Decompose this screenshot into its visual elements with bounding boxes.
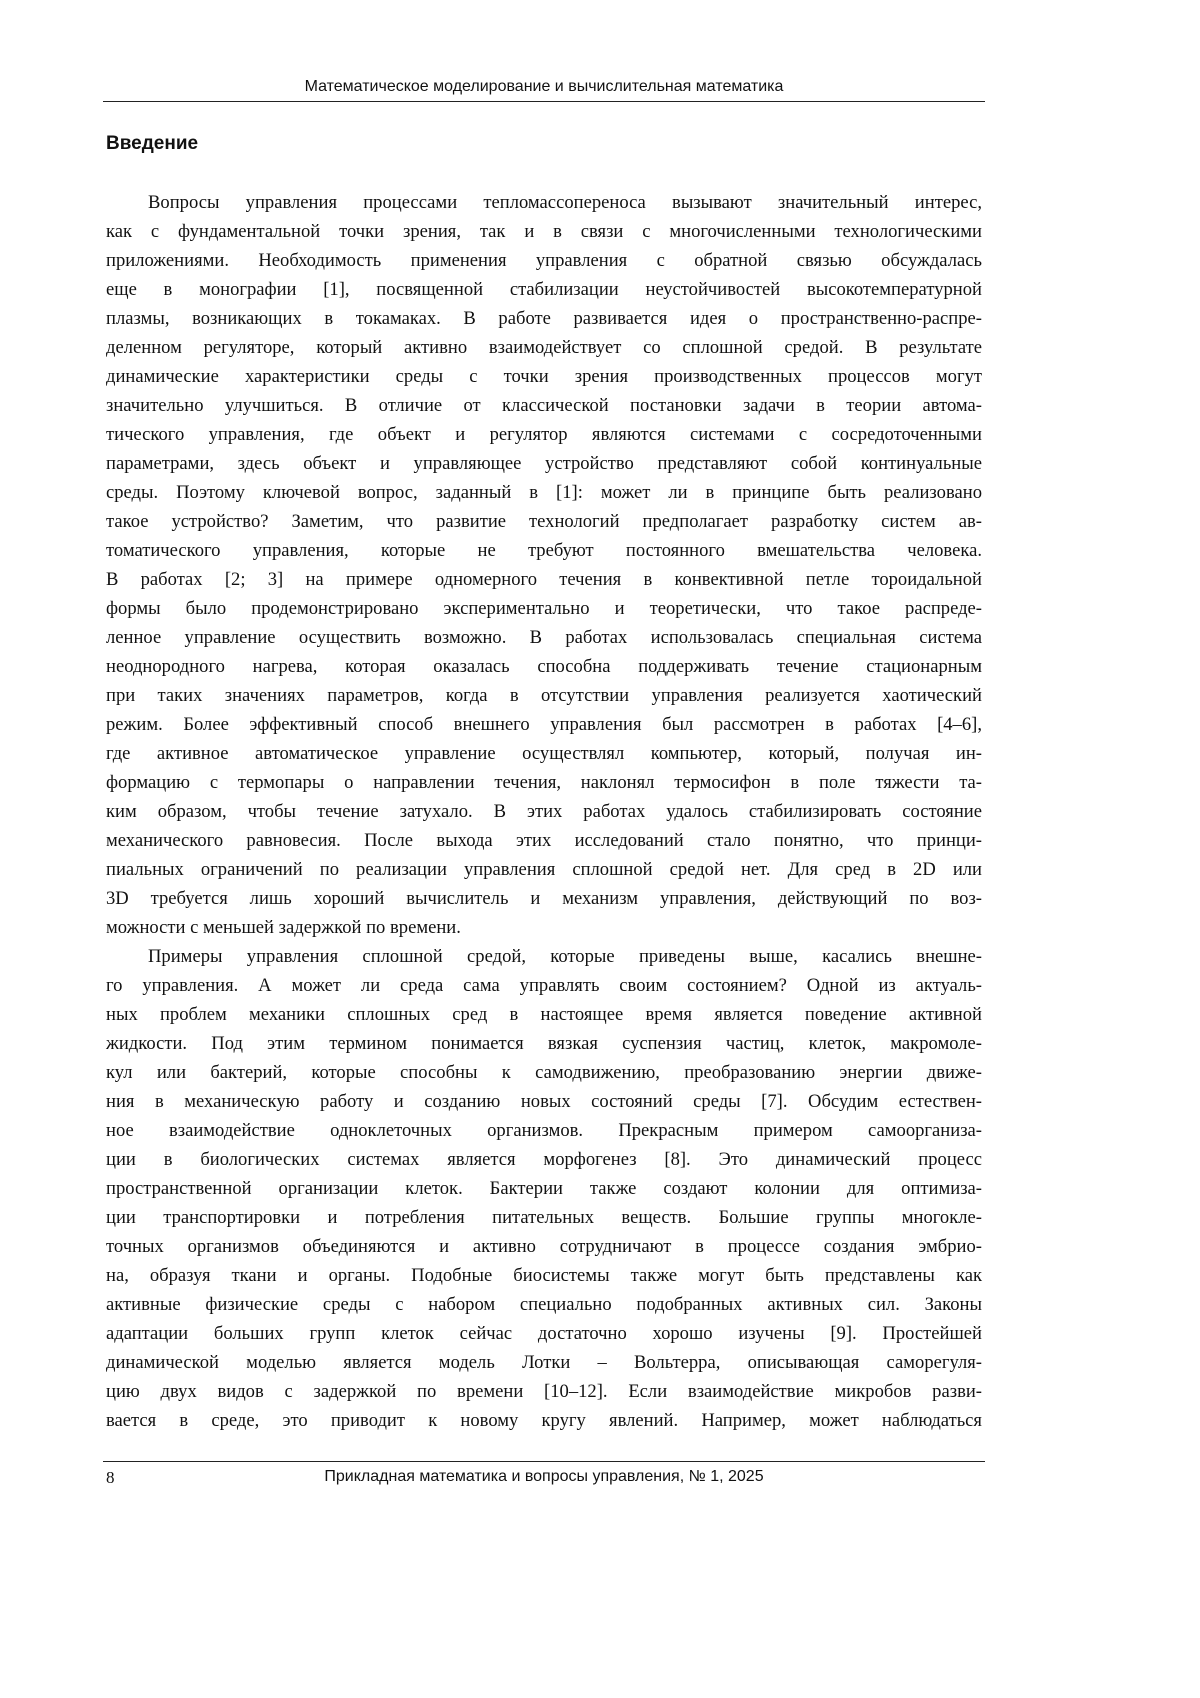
text-line: го управления. А может ли среда сама управлять своим состоянием? Одной из актуаль- xyxy=(106,975,982,996)
text-line: как с фундаментальной точки зрения, так и в связи с многочисленными технологическими xyxy=(106,221,982,242)
text-line: параметрами, здесь объект и управляющее устройство представляют собой континуальные xyxy=(106,453,982,474)
text-line: при таких значениях параметров, когда в отсутствии управления реализуется хаотический xyxy=(106,685,982,706)
text-line: деленном регуляторе, который активно взаимодействует со сплошной средой. В результате xyxy=(106,337,982,358)
text-line: ных проблем механики сплошных сред в настоящее время является поведение активной xyxy=(106,1004,982,1025)
text-line: вается в среде, это приводит к новому кругу явлений. Например, может наблюдаться xyxy=(106,1410,982,1431)
text-line: неоднородного нагрева, которая оказалась способна поддерживать течение стационарным xyxy=(106,656,982,677)
text-line: тического управления, где объект и регулятор являются системами с сосредоточенными xyxy=(106,424,982,445)
header-rule xyxy=(103,101,985,102)
text-line: формы было продемонстрировано экспериментально и теоретически, что такое распреде- xyxy=(106,598,982,619)
text-line: динамической моделью является модель Лотки – Вольтерра, описывающая саморегуля- xyxy=(106,1352,982,1373)
text-line: жидкости. Под этим термином понимается вязкая суспензия частиц, клеток, макромоле- xyxy=(106,1033,982,1054)
body-text xyxy=(106,188,982,1435)
text-line: В работах [2; 3] на примере одномерного течения в конвективной петле тороидальной xyxy=(106,569,982,590)
paragraph xyxy=(106,188,982,942)
text-line: приложениями. Необходимость применения управления с обратной связью обсуждалась xyxy=(106,250,982,271)
text-line: плазмы, возникающих в токамаках. В работе развивается идея о пространственно-распре- xyxy=(106,308,982,329)
footer-rule xyxy=(103,1461,985,1462)
text-line: формацию с термопары о направлении течения, наклонял термосифон в поле тяжести та- xyxy=(106,772,982,793)
text-line: режим. Более эффективный способ внешнего управления был рассмотрен в работах [4–6], xyxy=(106,714,982,735)
text-line: ким образом, чтобы течение затухало. В этих работах удалось стабилизировать состояние xyxy=(106,801,982,822)
text-line: точных организмов объединяются и активно сотрудничают в процессе создания эмбрио- xyxy=(106,1236,982,1257)
running-header: Математическое моделирование и вычислительная математика xyxy=(304,78,784,95)
text-line: значительно улучшиться. В отличие от классической постановки задачи в теории автома- xyxy=(106,395,982,416)
text-line: ное взаимодействие одноклеточных организмов. Прекрасным примером самоорганиза- xyxy=(106,1120,982,1141)
text-line: кул или бактерий, которые способны к самодвижению, преобразованию энергии движе- xyxy=(106,1062,982,1083)
text-line: на, образуя ткани и органы. Подобные биосистемы также могут быть представлены как xyxy=(106,1265,982,1286)
section-title: Введение xyxy=(106,133,199,154)
text-line: пространственной организации клеток. Бактерии также создают колонии для оптимиза- xyxy=(106,1178,982,1199)
text-line: Примеры управления сплошной средой, которые приведены выше, касались внешне- xyxy=(148,946,982,967)
text-line: цию двух видов с задержкой по времени [10–12]. Если взаимодействие микробов разви- xyxy=(106,1381,982,1402)
text-line: ленное управление осуществить возможно. В работах использовалась специальная система xyxy=(106,627,982,648)
text-line: механического равновесия. После выхода этих исследований стало понятно, что принци- xyxy=(106,830,982,851)
text-line: ции в биологических системах является морфогенез [8]. Это динамический процесс xyxy=(106,1149,982,1170)
footer-journal: Прикладная математика и вопросы управления, № 1, 2025 xyxy=(324,1468,764,1485)
text-line: где активное автоматическое управление осуществлял компьютер, который, получая ин- xyxy=(106,743,982,764)
text-line: среды. Поэтому ключевой вопрос, заданный в [1]: может ли в принципе быть реализовано xyxy=(106,482,982,503)
text-line: можности с меньшей задержкой по времени. xyxy=(106,917,461,938)
text-line: адаптации больших групп клеток сейчас достаточно хорошо изучены [9]. Простейшей xyxy=(106,1323,982,1344)
text-line: еще в монографии [1], посвященной стабилизации неустойчивостей высокотемпературной xyxy=(106,279,982,300)
paragraph xyxy=(106,942,982,1435)
text-line: такое устройство? Заметим, что развитие технологий предполагает разработку систем ав- xyxy=(106,511,982,532)
text-line: томатического управления, которые не требуют постоянного вмешательства человека. xyxy=(106,540,982,561)
text-line: активные физические среды с набором специально подобранных активных сил. Законы xyxy=(106,1294,982,1315)
text-line: пиальных ограничений по реализации управления сплошной средой нет. Для сред в 2D или xyxy=(106,859,982,880)
text-line: Вопросы управления процессами тепломассопереноса вызывают значительный интерес, xyxy=(148,192,982,213)
text-line: динамические характеристики среды с точки зрения производственных процессов могут xyxy=(106,366,982,387)
page-number: 8 xyxy=(106,1468,115,1487)
text-line: ния в механическую работу и созданию новых состояний среды [7]. Обсудим естествен- xyxy=(106,1091,982,1112)
text-line: 3D требуется лишь хороший вычислитель и механизм управления, действующий по воз- xyxy=(106,888,982,909)
text-line: ции транспортировки и потребления питательных веществ. Большие группы многокле- xyxy=(106,1207,982,1228)
